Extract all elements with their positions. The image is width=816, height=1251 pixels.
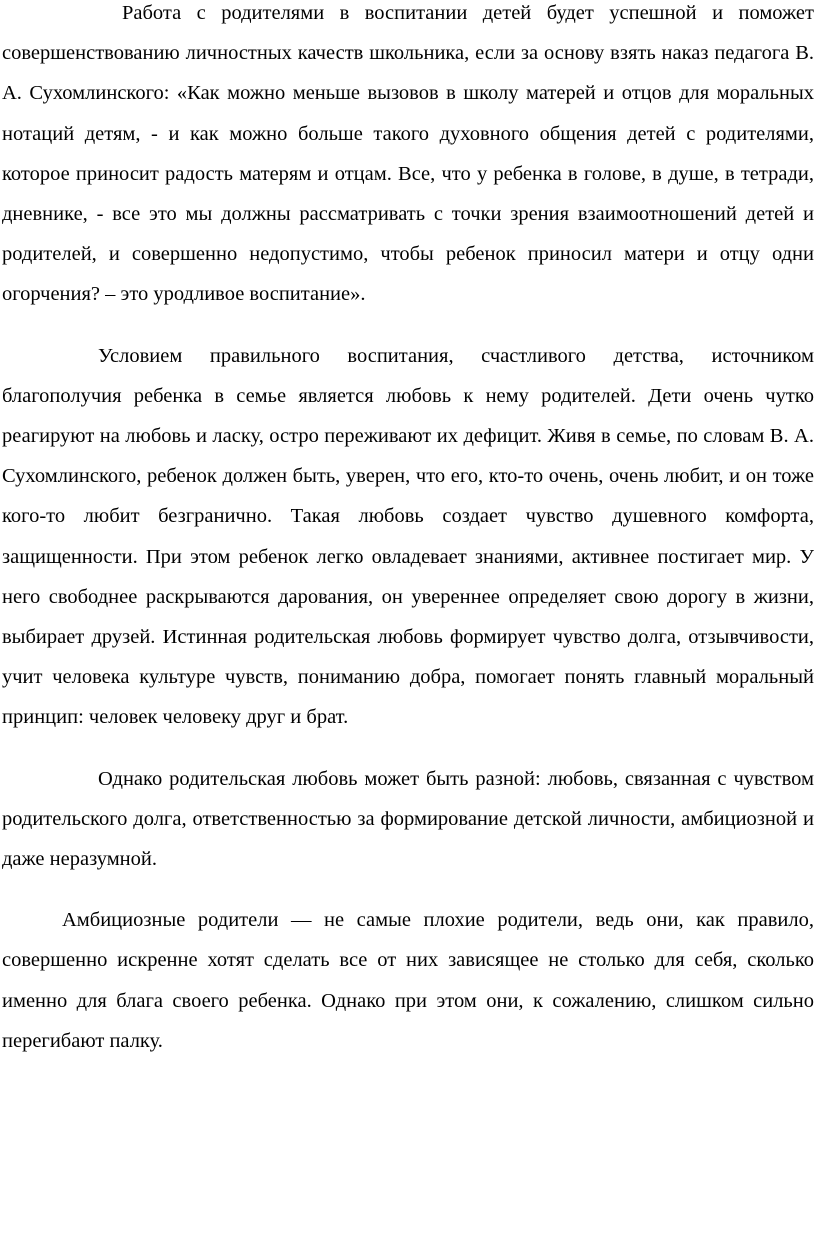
paragraph-2: Условием правильного воспитания, счастливого детства, источником благополучия ребенка в семье является любовь к нему родителей. Дети очень чутко реагируют на любовь и ласку, остро переживают их дефицит. Живя в семье, по словам В. А. Сухомлинского, ребенок должен быть, уверен, что его, кто-то очень, очень любит, и он тоже кого-то любит безгранично. Такая любовь создает чувство душевного комфорта, защищенности. При этом ребенок легко овладевает знаниями, активнее постигает мир. У него свободнее раскрываются дарования, он увереннее определяет свою дорогу в жизни, выбирает друзей. Истинная родительская любовь формирует чувство долга, отзывчивости, учит человека культуре чувств, пониманию добра, помогает понять главный моральный принцип: человек человеку друг и брат. [2, 344, 814, 729]
paragraph-4: Амбициозные родители — не самые плохие родители, ведь они, как правило, совершенно искренне хотят сделать все от них зависящее не столько для себя, сколько именно для блага своего ребенка. Однако при этом они, к сожалению, слишком сильно перегибают палку. [2, 909, 814, 1052]
paragraph-3: Однако родительская любовь может быть разной: любовь, связанная с чувством родительского долга, ответственностью за формирование детской личности, амбициозной и даже неразумной. [2, 767, 814, 871]
paragraph-1: Работа с родителями в воспитании детей будет успешной и поможет совершенствованию личностных качеств школьника, если за основу взять наказ педагога В. А. Сухомлинского: «Как можно меньше вызовов в школу матерей и отцов для моральных нотаций детям, - и как можно больше такого духовного общения детей с родителями, которое приносит радость матерям и отцам. Все, что у ребенка в голове, в душе, в тетради, дневнике, - все это мы должны рассматривать с точки зрения взаимоотношений детей и родителей, и совершенно недопустимо, чтобы ребенок приносил матери и отцу одни огорчения? – это уродливое воспитание». [2, 2, 814, 306]
